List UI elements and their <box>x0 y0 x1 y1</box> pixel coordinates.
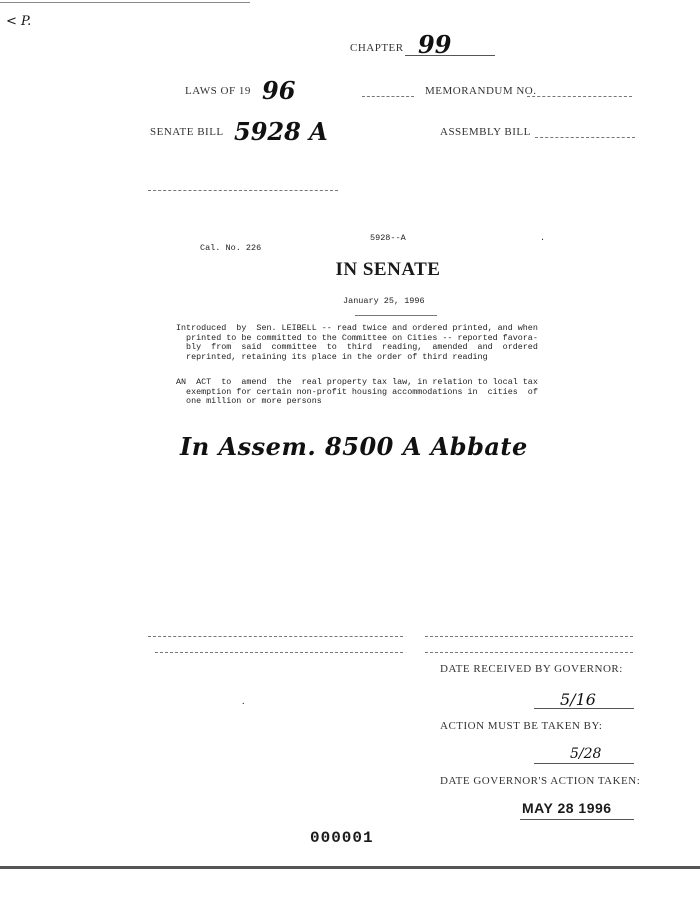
introduction-date: January 25, 1996 <box>343 296 425 306</box>
action-taken-label: DATE GOVERNOR'S ACTION TAKEN: <box>440 775 641 787</box>
action-taken-underline <box>520 819 634 820</box>
introduction-paragraph <box>176 324 538 362</box>
act-paragraph <box>176 378 538 407</box>
intro-line: reprinted, retaining its place in the order of third reading <box>176 351 488 362</box>
date-received-underline <box>534 708 634 709</box>
senate-bill-value: 5928 A <box>234 117 328 146</box>
corner-mark: < P. <box>6 14 32 29</box>
top-scan-line <box>0 2 250 3</box>
bottom-scan-line <box>0 866 700 869</box>
cal-number: Cal. No. 226 <box>200 243 262 253</box>
chapter-underline <box>405 55 495 56</box>
law-underline <box>362 96 414 97</box>
divider-line-1b <box>425 636 633 637</box>
house-heading: IN SENATE <box>335 259 441 280</box>
chapter-value: 99 <box>418 30 452 59</box>
intro-line: printed to be committed to the Committee on Cities -- reported favora- <box>176 332 538 343</box>
date-received-value: 5/16 <box>560 690 596 709</box>
memorandum-label: MEMORANDUM NO. <box>425 85 537 97</box>
assembly-note: In Assem. 8500 A Abbate <box>180 432 528 461</box>
stray-dot: . <box>242 696 245 707</box>
act-line: AN ACT to amend the real property tax law, in relation to local tax <box>176 377 538 387</box>
intro-line: bly from said committee to third reading, amended and ordered <box>176 342 538 352</box>
assembly-bill-label: ASSEMBLY BILL <box>440 126 531 138</box>
action-by-label: ACTION MUST BE TAKEN BY: <box>440 720 603 732</box>
chapter-label: CHAPTER <box>350 42 404 54</box>
law-label: LAWS OF 19 <box>185 85 251 97</box>
divider-line-1a <box>148 636 403 637</box>
senate-bill-label: SENATE BILL <box>150 126 224 138</box>
act-line: one million or more persons <box>176 396 322 406</box>
page-number: 000001 <box>310 829 374 847</box>
action-by-underline <box>534 763 634 764</box>
blank-line <box>148 190 338 191</box>
divider-line-2b <box>425 652 633 653</box>
date-underline <box>355 315 437 316</box>
law-value: 96 <box>262 76 296 105</box>
act-line: exemption for certain non-profit housing accommodations in cities of <box>176 386 538 397</box>
action-taken-stamp: MAY 28 1996 <box>522 800 612 816</box>
assembly-bill-underline <box>535 137 635 138</box>
intro-line: Introduced by Sen. LEIBELL -- read twice and ordered printed, and when <box>176 323 538 333</box>
memorandum-underline <box>527 96 632 97</box>
divider-line-2a <box>155 652 403 653</box>
date-received-label: DATE RECEIVED BY GOVERNOR: <box>440 663 623 675</box>
action-by-value: 5/28 <box>570 746 602 762</box>
dot-mark: . <box>540 233 546 243</box>
bill-number: 5928--A <box>370 233 406 243</box>
